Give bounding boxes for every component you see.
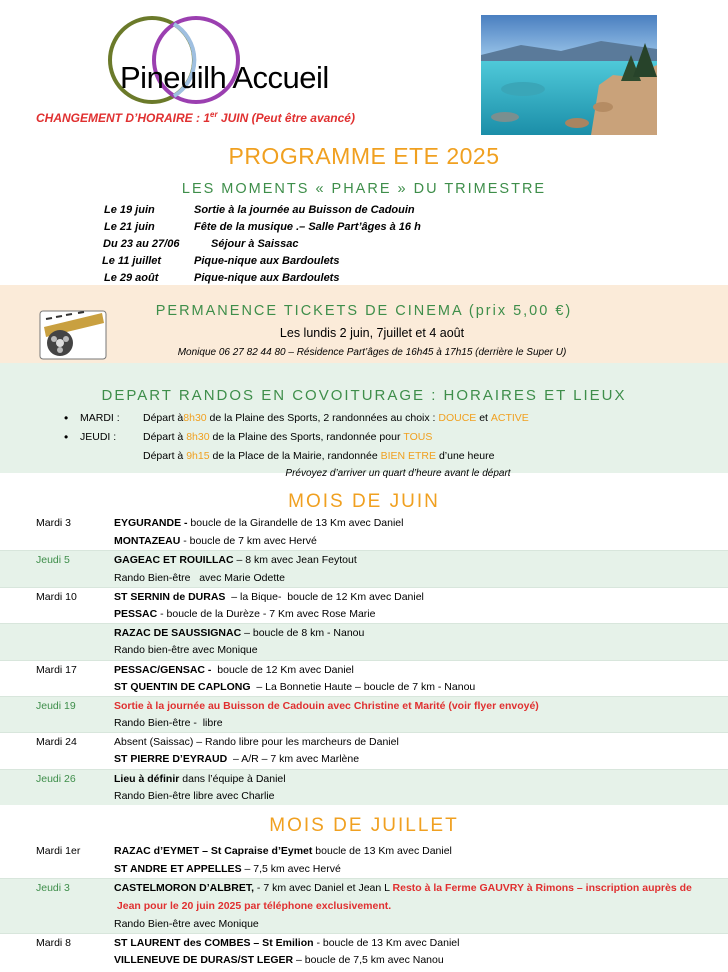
- notice-prefix: CHANGEMENT D’HORAIRE : 1: [36, 111, 211, 125]
- schedule-row: [0, 915, 728, 933]
- bullet-icon: [64, 411, 80, 425]
- row-description: [114, 591, 424, 603]
- row-description: [114, 900, 391, 912]
- schedule-row: [0, 897, 728, 915]
- schedule-change-notice: [36, 110, 355, 125]
- logo-word-2: Accueil: [232, 60, 329, 95]
- rando-option: DOUCE: [438, 411, 477, 424]
- row-text: – A/R – 7 km avec Marlène: [227, 753, 360, 766]
- month-heading-juillet: MOIS DE JUILLET: [269, 815, 459, 836]
- row-text: - boucle de 13 Km avec Daniel: [313, 936, 460, 949]
- row-day: Mardi 10: [36, 590, 77, 603]
- row-text: – La Bonnetie Haute – boucle de 7 km - Nanou: [250, 680, 476, 693]
- row-place: ST SERNIN de DURAS: [114, 590, 226, 603]
- rando-item-jeudi-2: [64, 446, 529, 465]
- schedule-row: [0, 787, 728, 805]
- row-day: Jeudi 3: [36, 882, 70, 895]
- row-day: Mardi 3: [36, 517, 72, 529]
- row-day: Mardi 24: [36, 736, 77, 749]
- row-day: Jeudi 26: [36, 772, 76, 785]
- row-place: ST LAURENT des COMBES – St Emilion: [114, 936, 314, 949]
- row-description: [114, 937, 459, 949]
- row-text: – la Bique- boucle de 12 Km avec Daniel: [225, 590, 424, 603]
- highlight-event: Sortie à la journée au Buisson de Cadouin: [194, 203, 415, 216]
- highlight-date: Le 19 juin: [104, 203, 155, 216]
- schedule-row: [0, 678, 728, 696]
- month-heading-juin: MOIS DE JUIN: [288, 491, 440, 512]
- highlight-item: [104, 201, 421, 218]
- rando-option: ACTIVE: [490, 411, 529, 424]
- rando-text: Départ à: [143, 411, 184, 424]
- rando-time: 8h30: [186, 430, 210, 443]
- rando-text: et: [476, 411, 491, 424]
- row-description: [114, 845, 452, 857]
- schedule-row: [0, 769, 728, 787]
- row-description: [114, 608, 375, 620]
- row-day: Jeudi 19: [36, 699, 76, 712]
- lake-photo: [481, 15, 657, 135]
- schedule-row: [0, 933, 728, 951]
- row-text: – boucle de 8 km - Nanou: [241, 627, 365, 640]
- row-place: GAGEAC ET ROUILLAC: [114, 554, 234, 567]
- row-text: Rando Bien-être avec Monique: [114, 917, 259, 930]
- row-description: [114, 517, 403, 529]
- schedule-juillet: [0, 842, 728, 969]
- schedule-row: [0, 714, 728, 732]
- highlights-list: [104, 201, 421, 286]
- row-highlight: Resto à la Ferme GAUVRY à Rimons – inscription auprès de: [392, 882, 692, 895]
- row-text: - 7 km avec Daniel et Jean L: [254, 882, 393, 895]
- logo-text: [120, 60, 329, 96]
- row-text: dans l’équipe à Daniel: [179, 772, 286, 785]
- rando-day: MARDI :: [80, 411, 120, 424]
- row-text: - boucle de la Durèze - 7 Km avec Rose Marie: [157, 607, 376, 620]
- schedule-row: [0, 860, 728, 878]
- highlight-item: [103, 235, 421, 252]
- schedule-row: [0, 878, 728, 896]
- highlight-event: Séjour à Saissac: [211, 237, 299, 250]
- row-text: – 8 km avec Jean Feytout: [233, 554, 357, 567]
- row-description: [114, 535, 317, 547]
- row-place: RAZAC DE SAUSSIGNAC: [114, 627, 242, 640]
- schedule-row: [0, 605, 728, 623]
- row-description: [114, 572, 285, 584]
- schedule-row: [0, 842, 728, 860]
- highlight-date: Le 29 août: [104, 271, 159, 284]
- rando-text: d’une heure: [436, 449, 495, 462]
- row-description: [114, 681, 475, 693]
- rando-day: JEUDI :: [80, 430, 117, 443]
- rando-text: de la Plaine des Sports, 2 randonnées au choix :: [206, 411, 439, 424]
- schedule-row: [0, 569, 728, 587]
- highlight-event: Fête de la musique .– Salle Part’âges à 16 h: [194, 220, 421, 233]
- rando-text: de la Plaine des Sports, randonnée pour: [209, 430, 404, 443]
- row-place: PESSAC: [114, 607, 158, 620]
- row-place: EYGURANDE -: [114, 517, 188, 529]
- row-highlight: Jean pour le 20 juin 2025 par téléphone exclusivement.: [114, 899, 392, 912]
- row-place: RAZAC d’EYMET – St Capraise d’Eymet: [114, 845, 313, 857]
- row-place: ST ANDRE ET APPELLES: [114, 863, 242, 876]
- row-text: Rando Bien-être - libre: [114, 717, 223, 730]
- highlight-date: Le 21 juin: [104, 220, 155, 233]
- row-text: boucle de 13 Km avec Daniel: [312, 845, 452, 857]
- row-description: [114, 644, 258, 656]
- row-text: Rando Bien-être libre avec Charlie: [114, 789, 275, 802]
- row-text: Absent (Saissac) – Rando libre pour les marcheurs de Daniel: [114, 736, 399, 749]
- schedule-row: [0, 641, 728, 659]
- rando-heading: DEPART RANDOS EN COVOITURAGE : HORAIRES ET LIEUX: [101, 387, 627, 404]
- highlight-item: [104, 218, 421, 235]
- highlights-heading: LES MOMENTS « PHARE » DU TRIMESTRE: [181, 181, 547, 197]
- schedule-row: [0, 750, 728, 768]
- row-description: [114, 882, 692, 894]
- row-place: PESSAC/GENSAC -: [114, 663, 212, 676]
- row-day: Jeudi 5: [36, 554, 70, 567]
- row-description: [114, 664, 354, 676]
- row-description: [114, 863, 341, 875]
- schedule-row: [0, 550, 728, 568]
- row-description: [114, 554, 357, 566]
- page-title: PROGRAMME ETE 2025: [228, 143, 500, 169]
- row-place: ST PIERRE D’EYRAUD: [114, 753, 228, 766]
- schedule-juin: [0, 514, 728, 805]
- row-description: [114, 954, 444, 966]
- row-day: Mardi 1er: [36, 845, 81, 857]
- row-text: boucle de la Girandelle de 13 Km avec Daniel: [187, 517, 404, 529]
- schedule-row: [0, 696, 728, 714]
- row-text: Rando bien-être avec Monique: [114, 644, 258, 657]
- row-description: [114, 717, 223, 729]
- rando-time: 9h15: [186, 449, 210, 462]
- rando-text: Départ à: [143, 449, 187, 462]
- schedule-row: [0, 587, 728, 605]
- highlight-item: [104, 269, 421, 286]
- rando-list: [64, 408, 529, 465]
- highlight-event: Pique-nique aux Bardoulets: [194, 271, 340, 284]
- row-description: [114, 773, 286, 785]
- highlight-date: Le 11 juillet: [102, 254, 162, 267]
- row-day: Mardi 8: [36, 936, 72, 949]
- rando-time: 8h30: [183, 411, 207, 424]
- row-place: Lieu à définir: [114, 772, 180, 785]
- row-text: Rando Bien-être avec Marie Odette: [114, 571, 286, 584]
- row-text: – 7,5 km avec Hervé: [241, 863, 341, 876]
- cinema-dates: Les lundis 2 juin, 7juillet et 4 août: [279, 326, 465, 340]
- row-place: MONTAZEAU: [114, 535, 181, 548]
- row-description: [114, 736, 399, 748]
- row-place: ST QUENTIN DE CAPLONG: [114, 680, 251, 693]
- schedule-row: [0, 660, 728, 678]
- row-highlight: Sortie à la journée au Buisson de Cadouin avec Christine et Marité (voir flyer envoyé): [114, 699, 539, 712]
- highlight-event: Pique-nique aux Bardoulets: [194, 254, 340, 267]
- row-place: VILLENEUVE DE DURAS/ST LEGER: [114, 954, 294, 967]
- logo: [104, 16, 374, 112]
- rando-text: Départ à: [143, 430, 187, 443]
- rando-option: BIEN ETRE: [380, 449, 437, 462]
- schedule-row: [0, 532, 728, 550]
- cinema-heading: PERMANENCE TICKETS DE CINEMA (prix 5,00 €): [155, 303, 573, 319]
- schedule-row: [0, 623, 728, 641]
- rando-option: TOUS: [403, 430, 433, 443]
- cinema-contact: Monique 06 27 82 44 80 – Résidence Part’âges de 16h45 à 17h15 (derrière le Super U): [177, 347, 567, 358]
- rando-item-mardi: [64, 408, 529, 427]
- notice-sup: er: [210, 110, 218, 119]
- row-place: CASTELMORON D’ALBRET,: [114, 882, 254, 895]
- row-text: – boucle de 7,5 km avec Nanou: [293, 954, 444, 967]
- row-text: - boucle de 7 km avec Hervé: [180, 535, 317, 548]
- rando-text: de la Place de la Mairie, randonnée: [209, 449, 381, 462]
- highlight-item: [102, 252, 421, 269]
- highlight-date: Du 23 au 27/06: [103, 237, 180, 250]
- logo-word-1: Pineuilh: [120, 60, 227, 95]
- row-description: [114, 753, 359, 765]
- rando-item-jeudi: [64, 427, 529, 446]
- schedule-row: [0, 514, 728, 532]
- row-text: boucle de 12 Km avec Daniel: [211, 663, 354, 676]
- rando-note: Prévoyez d’arriver un quart d’heure avant le départ: [285, 468, 511, 479]
- row-description: [114, 700, 539, 712]
- row-description: [114, 627, 364, 639]
- schedule-row: [0, 732, 728, 750]
- row-day: Mardi 17: [36, 663, 77, 676]
- schedule-row: [0, 951, 728, 969]
- row-description: [114, 918, 259, 930]
- notice-suffix: JUIN (Peut être avancé): [217, 111, 355, 125]
- row-description: [114, 790, 275, 802]
- bullet-icon: [64, 430, 80, 444]
